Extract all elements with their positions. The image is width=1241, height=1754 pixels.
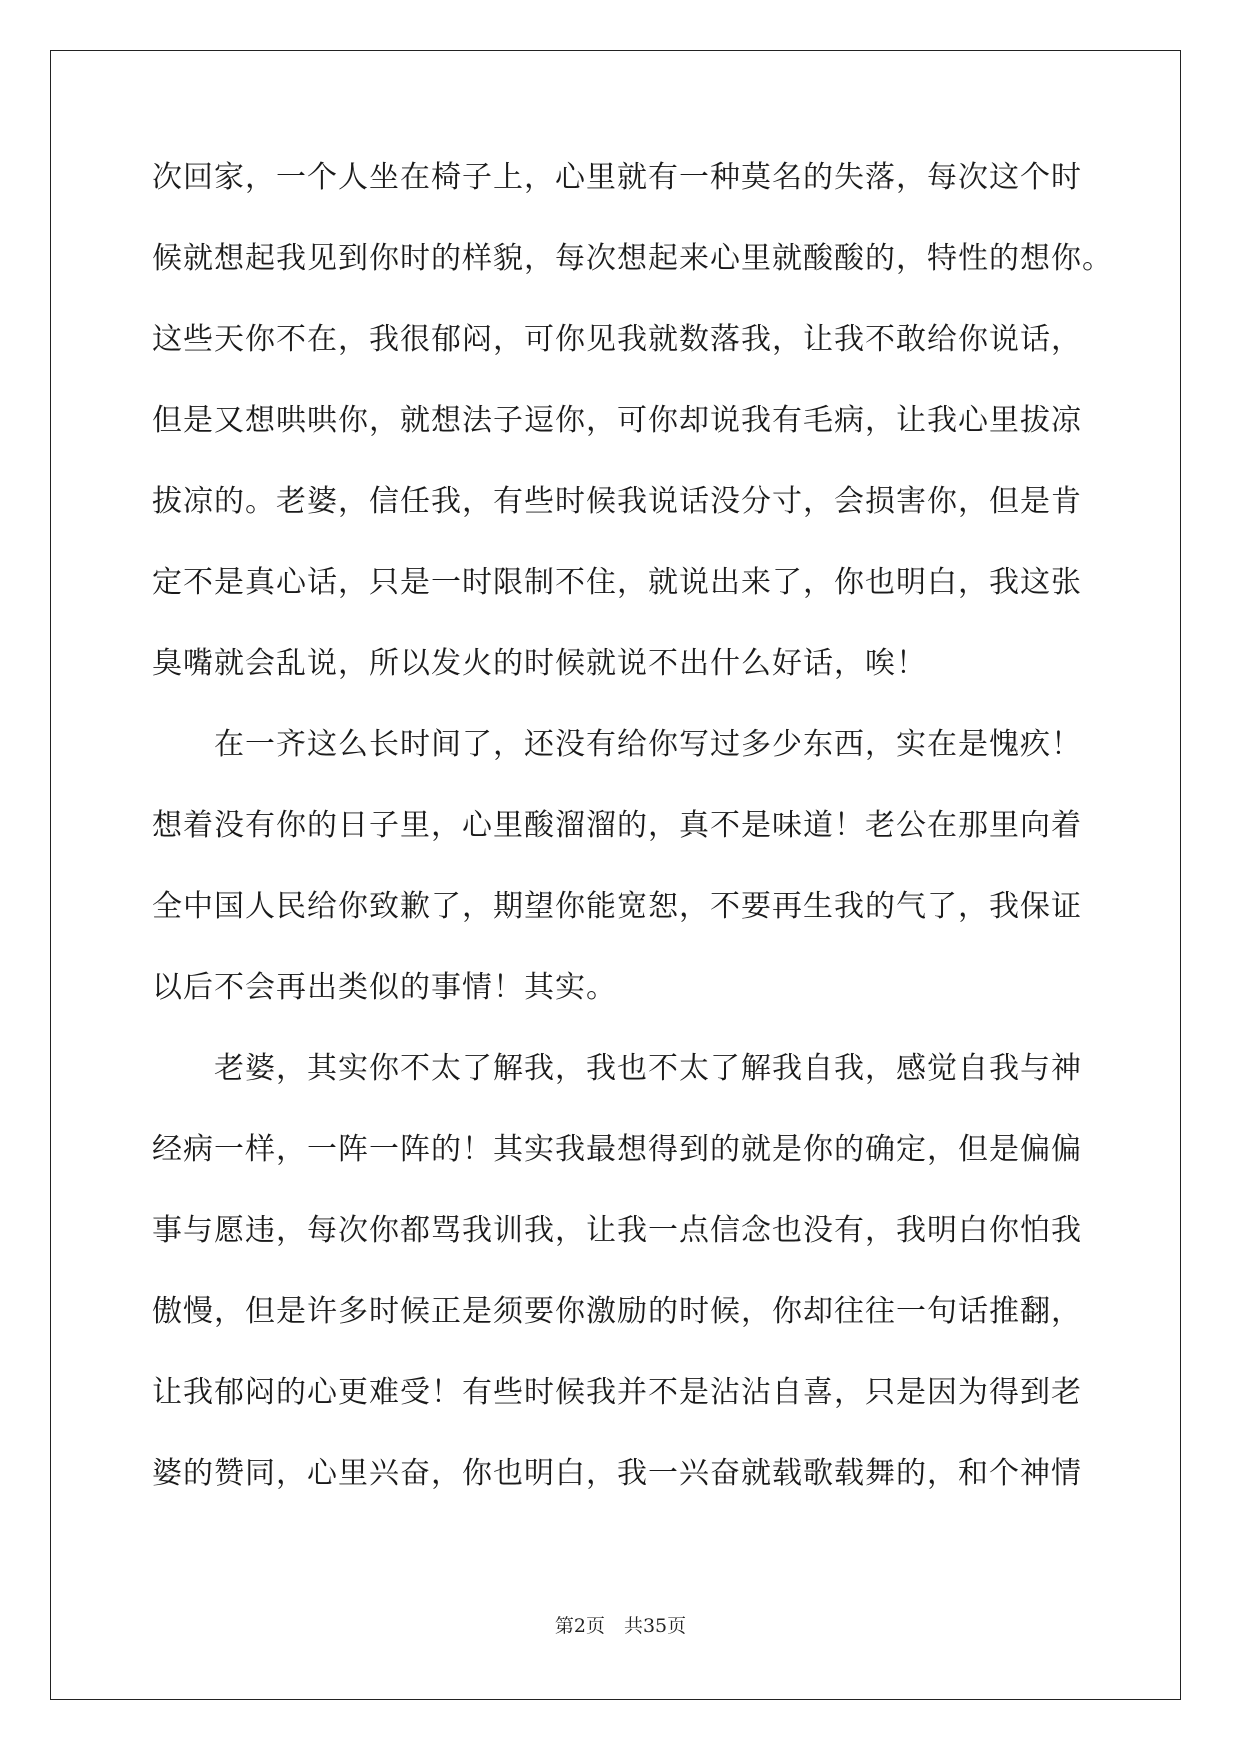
- text-line: 这些天你不在，我很郁闷，可你见我就数落我，让我不敢给你说话，: [152, 322, 1082, 357]
- document-body: [152, 160, 1113, 1537]
- text-line: 以后不会再出类似的事情！其实。: [152, 970, 617, 1005]
- text-line: 定不是真心话，只是一时限制不住，就说出来了，你也明白，我这张: [152, 565, 1082, 600]
- text-line: 想着没有你的日子里，心里酸溜溜的，真不是味道！老公在那里向着: [152, 808, 1082, 843]
- text-line: 婆的赞同，心里兴奋，你也明白，我一兴奋就载歌载舞的，和个神情: [152, 1456, 1082, 1491]
- text-line: 但是又想哄哄你，就想法子逗你，可你却说我有毛病，让我心里拔凉: [152, 403, 1082, 438]
- text-line: 傲慢，但是许多时候正是须要你激励的时候，你却往往一句话推翻，: [152, 1294, 1082, 1329]
- paragraph-start-line: 老婆，其实你不太了解我，我也不太了解我自我，感觉自我与神: [214, 1051, 1082, 1086]
- text-line: 事与愿违，每次你都骂我训我，让我一点信念也没有，我明白你怕我: [152, 1213, 1082, 1248]
- text-line: 拔凉的。老婆，信任我，有些时候我说话没分寸，会损害你，但是肯: [152, 484, 1082, 519]
- text-line: 全中国人民给你致歉了，期望你能宽恕，不要再生我的气了，我保证: [152, 889, 1082, 924]
- page-number-footer: 第2页 共35页: [554, 1615, 687, 1637]
- paragraph-start-line: 在一齐这么长时间了，还没有给你写过多少东西，实在是愧疚！: [214, 727, 1082, 762]
- text-line: 臭嘴就会乱说，所以发火的时候就说不出什么好话，唉！: [152, 646, 927, 681]
- text-line: 让我郁闷的心更难受！有些时候我并不是沾沾自喜，只是因为得到老: [152, 1375, 1082, 1410]
- text-line: 候就想起我见到你时的样貌，每次想起来心里就酸酸的，特性的想你。: [152, 241, 1113, 276]
- text-line: 经病一样，一阵一阵的！其实我最想得到的就是你的确定，但是偏偏: [152, 1132, 1082, 1167]
- text-line: 次回家，一个人坐在椅子上，心里就有一种莫名的失落，每次这个时: [152, 160, 1082, 195]
